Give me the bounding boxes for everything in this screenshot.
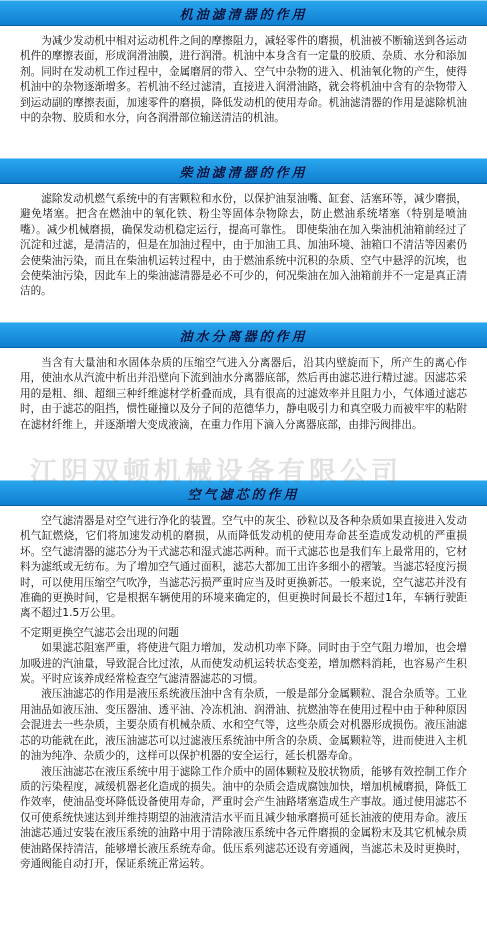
paragraph: 当含有大量油和水固体杂质的压缩空气进入分离器后，沿其内壁旋而下，所产生的离心作用，使油水从汽流中析出并沿壁向下流到油水分离器底部，然后再由滤芯进行精过滤。因滤芯采用的是粗、细、超细三种纤维滤材学析叠而成，具有很高的过滤效率并且阻力小，气体通过滤芯时，由于滤芯的阻挡，惯性碰撞以及分子间的范德华力，静电吸引力和真空吸力而被牢牢的粘附在滤材纤维上，并逐渐增大变成液滴，在重力作用下滴入分离器底部，由排污阀排出。 [20, 357, 467, 431]
section-title: 空气滤芯的作用 [187, 487, 300, 503]
company-watermark: 江阴双顿机械设备有限公司 [30, 457, 402, 488]
section-title: 油水分离器的作用 [179, 329, 308, 345]
paragraph: 如果滤芯阻塞严重，将使进气阻力增加，发动机功率下降。同时由于空气阻力增加，也会增加吸进的汽油量，导致混合比过浓，从而使发动机运转状态变差，增加燃料消耗，也容易产生积炭。平时应该养成经常检查空气滤清器滤芯的习惯。 [20, 642, 467, 686]
section-banner-oil-filter [0, 0, 487, 26]
section-oil-water-separator [0, 348, 487, 480]
paragraph: 空气滤清器是对空气进行净化的装置。空气中的灰尘、砂粒以及各种杂质如果直接进入发动机气缸燃烧，它们将加速发动机的磨损，从而降低发动机的使用寿命甚至造成发动机的严重损坏。空气滤清器的滤芯分为干式滤芯和湿式滤芯两种。而干式滤芯也是我们车上最常用的，它材料为滤纸或无纺布。为了增加空气通过面积，滤芯大都加工出许多细小的褶皱。当滤芯轻度污损时，可以使用压缩空气吹净，当滤芯污损严重时应当及时更换新芯。一般来说，空气滤芯并没有准确的更换时间，它是根据车辆使用的环境来确定的，但更换时间最长不超过1年，车辆行驶距离不超过1.5万公里。 [20, 515, 467, 620]
section-diesel-filter [0, 184, 487, 322]
section-air-filter [0, 506, 487, 878]
paragraph: 滤除发动机燃气系统中的有害颗粒和水份，以保护油泵油嘴、缸套、活塞环等，减少磨损，避免堵塞。把含在燃油中的氧化铁、粉尘等固体杂物除去，防止燃油系统堵塞（特别是喷油嘴）。减少机械磨损，确保发动机稳定运行，提高可靠性。 即使柴油在加入柴油机油箱前经过了沉淀和过滤，是清洁的，但是在加油过程中，由于加油工具、加油环境、油箱口不清洁等因素仍会使柴油污染，而且在柴油机运转过程中，由于燃油系统中沉积的杂质、空气中悬浮的沉埃，也会使柴油污染，因此车上的柴油滤清器是必不可少的，何况柴油在加入油箱前并不一定是真正清洁的。 [20, 193, 467, 298]
section-title: 柴油滤清器的作用 [179, 165, 308, 181]
section-banner-oil-water-separator [0, 322, 487, 348]
section-title: 机油滤清器的作用 [179, 7, 308, 23]
paragraph: 液压油滤芯的作用是液压系统液压油中含有杂质，一般是部分金属颗粒、混合杂质等。工业用油品如液压油、变压器油、透平油、冷冻机油、润滑油、抗燃油等在使用过程中由于种种原因会混进去一些杂质，主要杂质有机械杂质、水和空气等，这些杂质会对机器形成损伤。液压油滤芯的功能就在此，液压油滤芯可以过滤液压系统油中所含的杂质、金属颗粒等，进而使进入主机的油为纯净、杂质少的，这样可以保护机器的安全运行，延长机器寿命。 [20, 688, 467, 763]
section-oil-filter [0, 26, 487, 158]
subheading: 不定期更换空气滤芯会出现的问题 [20, 626, 179, 639]
paragraph: 为减少发动机中相对运动机件之间的摩擦阻力，减轻零件的磨损，机油被不断输送到各运动机件的摩擦表面，形成润滑油膜，进行润滑。机油中本身含有一定量的胶质、杂质、水分和添加剂。同时在发动机工作过程中，金属磨屑的带入、空气中杂物的进入、机油氧化物的产生，使得机油中的杂物逐渐增多。若机油不经过滤清，直接进入润滑油路，就会将机油中含有的杂物带入到运动副的摩擦表面，加速零件的磨损，降低发动机的使用寿命。机油滤清器的作用是滤除机油中的杂物、胶质和水分，向各润滑部位输送清洁的机油。 [20, 35, 467, 125]
section-banner-diesel-filter [0, 158, 487, 184]
section-banner-air-filter [0, 480, 487, 506]
paragraph: 液压油滤芯在液压系统中用于滤除工作介质中的固体颗粒及胶状物质，能够有效控制工作介质的污染程度，减缓机器老化造成的损失。油中的杂质会造成腐蚀加快，增加机械磨损，降低工作效率，使油品变坏降低设备使用寿命，严重时会产生油路堵塞造成生产事故。通过使用滤芯不仅可使系统快速达到并维持期望的油液清洁水平而且减少轴承磨损可延长油液的使用寿命。液压油滤芯通过安装在液压系统的油路中用于清除液压系统中各元件磨损的金属粉末及其它机械杂质使油路保持清洁，能够增长液压系统寿命。低压系列滤芯还设有旁通阀，当滤芯未及时更换时，旁通阀能自动打开，保证系统正常运转。 [20, 765, 467, 870]
